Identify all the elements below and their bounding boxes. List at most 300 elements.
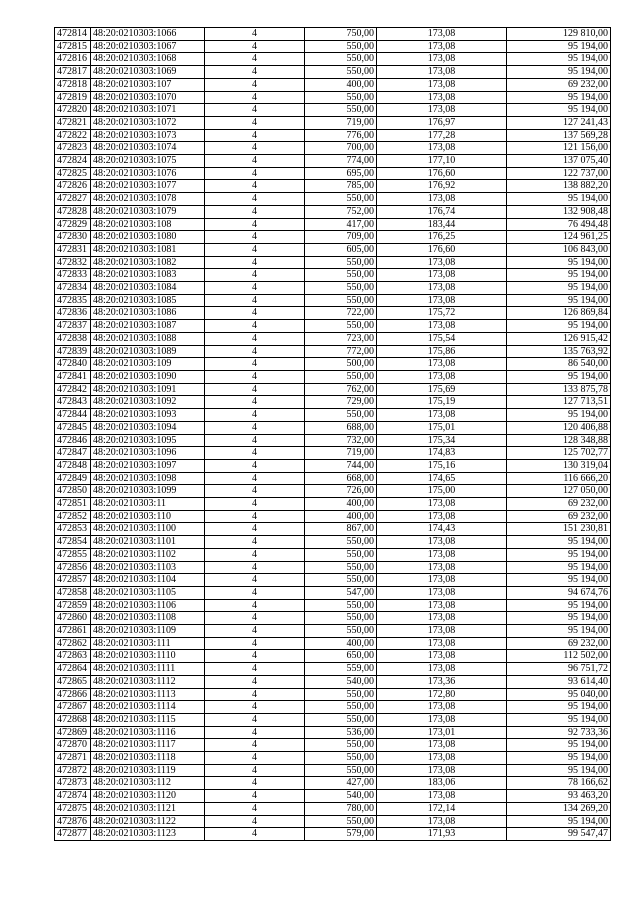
table-row [55, 91, 611, 104]
area-cell: 550,00 [305, 739, 377, 752]
category-cell: 4 [205, 726, 305, 739]
area-cell: 550,00 [305, 701, 377, 714]
table-row [55, 345, 611, 358]
row-number-cell: 472857 [55, 574, 91, 587]
cadastral-number-cell: 48:20:0210303:1094 [91, 421, 205, 434]
table-row [55, 396, 611, 409]
cadastral-number-cell: 48:20:0210303:1113 [91, 688, 205, 701]
cadastral-number-cell: 48:20:0210303:1105 [91, 586, 205, 599]
area-cell: 605,00 [305, 243, 377, 256]
table-row [55, 447, 611, 460]
row-number-cell: 472862 [55, 637, 91, 650]
table-row [55, 523, 611, 536]
row-number-cell: 472860 [55, 612, 91, 625]
table-row [55, 180, 611, 193]
row-number-cell: 472843 [55, 396, 91, 409]
category-cell: 4 [205, 345, 305, 358]
value-cell: 95 194,00 [507, 40, 611, 53]
rate-cell: 175,00 [377, 485, 507, 498]
rate-cell: 173,08 [377, 599, 507, 612]
table-row [55, 282, 611, 295]
area-cell: 400,00 [305, 498, 377, 511]
rate-cell: 175,01 [377, 421, 507, 434]
area-cell: 547,00 [305, 586, 377, 599]
value-cell: 95 194,00 [507, 739, 611, 752]
row-number-cell: 472864 [55, 663, 91, 676]
cadastral-number-cell: 48:20:0210303:1068 [91, 53, 205, 66]
value-cell: 69 232,00 [507, 78, 611, 91]
rate-cell: 173,08 [377, 713, 507, 726]
category-cell: 4 [205, 396, 305, 409]
row-number-cell: 472829 [55, 218, 91, 231]
rate-cell: 173,08 [377, 701, 507, 714]
category-cell: 4 [205, 548, 305, 561]
row-number-cell: 472854 [55, 536, 91, 549]
cadastral-number-cell: 48:20:0210303:1115 [91, 713, 205, 726]
row-number-cell: 472869 [55, 726, 91, 739]
row-number-cell: 472819 [55, 91, 91, 104]
cadastral-number-cell: 48:20:0210303:1119 [91, 764, 205, 777]
row-number-cell: 472833 [55, 269, 91, 282]
area-cell: 772,00 [305, 345, 377, 358]
cadastral-number-cell: 48:20:0210303:1084 [91, 282, 205, 295]
value-cell: 129 810,00 [507, 28, 611, 41]
category-cell: 4 [205, 116, 305, 129]
cadastral-number-cell: 48:20:0210303:1086 [91, 307, 205, 320]
cadastral-number-cell: 48:20:0210303:1095 [91, 434, 205, 447]
rate-cell: 173,08 [377, 764, 507, 777]
table-row [55, 536, 611, 549]
rate-cell: 175,19 [377, 396, 507, 409]
table-row [55, 777, 611, 790]
cadastral-number-cell: 48:20:0210303:109 [91, 358, 205, 371]
table-row [55, 472, 611, 485]
rate-cell: 173,08 [377, 510, 507, 523]
rate-cell: 173,08 [377, 739, 507, 752]
rate-cell: 176,60 [377, 167, 507, 180]
area-cell: 695,00 [305, 167, 377, 180]
rate-cell: 173,08 [377, 663, 507, 676]
rate-cell: 173,08 [377, 269, 507, 282]
row-number-cell: 472836 [55, 307, 91, 320]
area-cell: 762,00 [305, 383, 377, 396]
area-cell: 668,00 [305, 472, 377, 485]
cadastral-number-cell: 48:20:0210303:1110 [91, 650, 205, 663]
row-number-cell: 472866 [55, 688, 91, 701]
rate-cell: 173,01 [377, 726, 507, 739]
cadastral-number-cell: 48:20:0210303:107 [91, 78, 205, 91]
table-row [55, 155, 611, 168]
category-cell: 4 [205, 294, 305, 307]
rate-cell: 175,16 [377, 459, 507, 472]
category-cell: 4 [205, 777, 305, 790]
rate-cell: 173,08 [377, 142, 507, 155]
value-cell: 138 882,20 [507, 180, 611, 193]
row-number-cell: 472848 [55, 459, 91, 472]
row-number-cell: 472871 [55, 752, 91, 765]
table-row [55, 675, 611, 688]
category-cell: 4 [205, 155, 305, 168]
area-cell: 550,00 [305, 548, 377, 561]
table-row [55, 320, 611, 333]
cadastral-number-cell: 48:20:0210303:1099 [91, 485, 205, 498]
rate-cell: 173,08 [377, 536, 507, 549]
area-cell: 719,00 [305, 116, 377, 129]
area-cell: 550,00 [305, 599, 377, 612]
row-number-cell: 472863 [55, 650, 91, 663]
table-row [55, 625, 611, 638]
category-cell: 4 [205, 764, 305, 777]
area-cell: 650,00 [305, 650, 377, 663]
row-number-cell: 472835 [55, 294, 91, 307]
row-number-cell: 472830 [55, 231, 91, 244]
rate-cell: 173,08 [377, 53, 507, 66]
rate-cell: 173,08 [377, 320, 507, 333]
category-cell: 4 [205, 612, 305, 625]
rate-cell: 176,92 [377, 180, 507, 193]
value-cell: 95 194,00 [507, 548, 611, 561]
cadastral-number-cell: 48:20:0210303:1117 [91, 739, 205, 752]
table-row [55, 231, 611, 244]
category-cell: 4 [205, 28, 305, 41]
table-row [55, 218, 611, 231]
cadastral-number-cell: 48:20:0210303:1104 [91, 574, 205, 587]
table-row [55, 650, 611, 663]
rate-cell: 173,08 [377, 409, 507, 422]
cadastral-number-cell: 48:20:0210303:1100 [91, 523, 205, 536]
category-cell: 4 [205, 586, 305, 599]
area-cell: 550,00 [305, 193, 377, 206]
rate-cell: 173,08 [377, 752, 507, 765]
cadastral-number-cell: 48:20:0210303:1106 [91, 599, 205, 612]
area-cell: 722,00 [305, 307, 377, 320]
rate-cell: 175,54 [377, 332, 507, 345]
row-number-cell: 472877 [55, 828, 91, 841]
area-cell: 536,00 [305, 726, 377, 739]
value-cell: 95 194,00 [507, 752, 611, 765]
table-row [55, 802, 611, 815]
value-cell: 93 614,40 [507, 675, 611, 688]
row-number-cell: 472834 [55, 282, 91, 295]
category-cell: 4 [205, 78, 305, 91]
row-number-cell: 472873 [55, 777, 91, 790]
area-cell: 776,00 [305, 129, 377, 142]
table-row [55, 764, 611, 777]
cadastral-number-cell: 48:20:0210303:1108 [91, 612, 205, 625]
row-number-cell: 472852 [55, 510, 91, 523]
category-cell: 4 [205, 218, 305, 231]
row-number-cell: 472859 [55, 599, 91, 612]
table-row [55, 510, 611, 523]
category-cell: 4 [205, 498, 305, 511]
table-row [55, 167, 611, 180]
table-row [55, 637, 611, 650]
category-cell: 4 [205, 269, 305, 282]
rate-cell: 174,83 [377, 447, 507, 460]
cadastral-number-cell: 48:20:0210303:1123 [91, 828, 205, 841]
table-row [55, 752, 611, 765]
value-cell: 124 961,25 [507, 231, 611, 244]
cadastral-number-cell: 48:20:0210303:1092 [91, 396, 205, 409]
rate-cell: 176,25 [377, 231, 507, 244]
area-cell: 550,00 [305, 294, 377, 307]
rate-cell: 173,08 [377, 104, 507, 117]
table-row [55, 370, 611, 383]
row-number-cell: 472855 [55, 548, 91, 561]
table-row [55, 701, 611, 714]
category-cell: 4 [205, 167, 305, 180]
table-row [55, 307, 611, 320]
value-cell: 95 194,00 [507, 561, 611, 574]
category-cell: 4 [205, 523, 305, 536]
cadastral-number-cell: 48:20:0210303:1111 [91, 663, 205, 676]
value-cell: 95 194,00 [507, 599, 611, 612]
rate-cell: 173,08 [377, 625, 507, 638]
cadastral-value-table [54, 27, 611, 841]
table-row [55, 256, 611, 269]
area-cell: 417,00 [305, 218, 377, 231]
category-cell: 4 [205, 802, 305, 815]
rate-cell: 177,28 [377, 129, 507, 142]
area-cell: 550,00 [305, 752, 377, 765]
value-cell: 125 702,77 [507, 447, 611, 460]
value-cell: 95 194,00 [507, 320, 611, 333]
table-row [55, 561, 611, 574]
category-cell: 4 [205, 599, 305, 612]
value-cell: 151 230,81 [507, 523, 611, 536]
rate-cell: 173,08 [377, 282, 507, 295]
cadastral-number-cell: 48:20:0210303:1087 [91, 320, 205, 333]
cadastral-number-cell: 48:20:0210303:1079 [91, 205, 205, 218]
category-cell: 4 [205, 434, 305, 447]
value-cell: 96 751,72 [507, 663, 611, 676]
rate-cell: 171,93 [377, 828, 507, 841]
cadastral-number-cell: 48:20:0210303:1118 [91, 752, 205, 765]
row-number-cell: 472826 [55, 180, 91, 193]
cadastral-number-cell: 48:20:0210303:1093 [91, 409, 205, 422]
area-cell: 729,00 [305, 396, 377, 409]
table-row [55, 459, 611, 472]
value-cell: 95 194,00 [507, 269, 611, 282]
area-cell: 550,00 [305, 688, 377, 701]
area-cell: 785,00 [305, 180, 377, 193]
value-cell: 126 915,42 [507, 332, 611, 345]
category-cell: 4 [205, 409, 305, 422]
table-row [55, 663, 611, 676]
area-cell: 723,00 [305, 332, 377, 345]
cadastral-number-cell: 48:20:0210303:1085 [91, 294, 205, 307]
value-cell: 95 194,00 [507, 409, 611, 422]
row-number-cell: 472839 [55, 345, 91, 358]
category-cell: 4 [205, 370, 305, 383]
value-cell: 69 232,00 [507, 637, 611, 650]
area-cell: 709,00 [305, 231, 377, 244]
cadastral-number-cell: 48:20:0210303:111 [91, 637, 205, 650]
category-cell: 4 [205, 129, 305, 142]
row-number-cell: 472872 [55, 764, 91, 777]
table-row [55, 129, 611, 142]
rate-cell: 173,08 [377, 561, 507, 574]
category-cell: 4 [205, 332, 305, 345]
rate-cell: 173,08 [377, 78, 507, 91]
area-cell: 559,00 [305, 663, 377, 676]
area-cell: 732,00 [305, 434, 377, 447]
category-cell: 4 [205, 574, 305, 587]
value-cell: 95 194,00 [507, 66, 611, 79]
row-number-cell: 472820 [55, 104, 91, 117]
cadastral-number-cell: 48:20:0210303:1101 [91, 536, 205, 549]
value-cell: 95 194,00 [507, 701, 611, 714]
cadastral-number-cell: 48:20:0210303:11 [91, 498, 205, 511]
value-cell: 95 040,00 [507, 688, 611, 701]
area-cell: 752,00 [305, 205, 377, 218]
area-cell: 550,00 [305, 625, 377, 638]
cadastral-number-cell: 48:20:0210303:1089 [91, 345, 205, 358]
rate-cell: 173,08 [377, 612, 507, 625]
category-cell: 4 [205, 472, 305, 485]
category-cell: 4 [205, 536, 305, 549]
row-number-cell: 472821 [55, 116, 91, 129]
rate-cell: 183,44 [377, 218, 507, 231]
cadastral-number-cell: 48:20:0210303:1098 [91, 472, 205, 485]
value-cell: 121 156,00 [507, 142, 611, 155]
cadastral-number-cell: 48:20:0210303:1078 [91, 193, 205, 206]
area-cell: 774,00 [305, 155, 377, 168]
area-cell: 550,00 [305, 91, 377, 104]
category-cell: 4 [205, 307, 305, 320]
table-row [55, 269, 611, 282]
row-number-cell: 472840 [55, 358, 91, 371]
category-cell: 4 [205, 383, 305, 396]
table-row [55, 688, 611, 701]
value-cell: 69 232,00 [507, 498, 611, 511]
value-cell: 95 194,00 [507, 612, 611, 625]
table-row [55, 28, 611, 41]
area-cell: 750,00 [305, 28, 377, 41]
area-cell: 688,00 [305, 421, 377, 434]
rate-cell: 175,72 [377, 307, 507, 320]
row-number-cell: 472824 [55, 155, 91, 168]
category-cell: 4 [205, 739, 305, 752]
value-cell: 95 194,00 [507, 294, 611, 307]
table-row [55, 104, 611, 117]
table-row [55, 205, 611, 218]
row-number-cell: 472816 [55, 53, 91, 66]
value-cell: 99 547,47 [507, 828, 611, 841]
cadastral-number-cell: 48:20:0210303:1109 [91, 625, 205, 638]
area-cell: 500,00 [305, 358, 377, 371]
table-row [55, 243, 611, 256]
table-row [55, 612, 611, 625]
cadastral-number-cell: 48:20:0210303:1081 [91, 243, 205, 256]
area-cell: 550,00 [305, 409, 377, 422]
category-cell: 4 [205, 205, 305, 218]
table-body [55, 28, 611, 841]
rate-cell: 176,74 [377, 205, 507, 218]
area-cell: 540,00 [305, 790, 377, 803]
category-cell: 4 [205, 66, 305, 79]
category-cell: 4 [205, 790, 305, 803]
area-cell: 550,00 [305, 764, 377, 777]
value-cell: 116 666,20 [507, 472, 611, 485]
row-number-cell: 472875 [55, 802, 91, 815]
category-cell: 4 [205, 675, 305, 688]
table-row [55, 421, 611, 434]
row-number-cell: 472815 [55, 40, 91, 53]
value-cell: 133 875,78 [507, 383, 611, 396]
rate-cell: 173,08 [377, 66, 507, 79]
value-cell: 134 269,20 [507, 802, 611, 815]
cadastral-number-cell: 48:20:0210303:1077 [91, 180, 205, 193]
category-cell: 4 [205, 53, 305, 66]
row-number-cell: 472814 [55, 28, 91, 41]
cadastral-number-cell: 48:20:0210303:110 [91, 510, 205, 523]
area-cell: 427,00 [305, 777, 377, 790]
row-number-cell: 472845 [55, 421, 91, 434]
table-row [55, 332, 611, 345]
rate-cell: 173,08 [377, 294, 507, 307]
row-number-cell: 472867 [55, 701, 91, 714]
rate-cell: 173,08 [377, 498, 507, 511]
area-cell: 744,00 [305, 459, 377, 472]
value-cell: 95 194,00 [507, 713, 611, 726]
value-cell: 132 908,48 [507, 205, 611, 218]
table-row [55, 790, 611, 803]
value-cell: 95 194,00 [507, 764, 611, 777]
cadastral-number-cell: 48:20:0210303:1074 [91, 142, 205, 155]
row-number-cell: 472847 [55, 447, 91, 460]
category-cell: 4 [205, 752, 305, 765]
area-cell: 540,00 [305, 675, 377, 688]
row-number-cell: 472822 [55, 129, 91, 142]
rate-cell: 173,08 [377, 574, 507, 587]
area-cell: 550,00 [305, 815, 377, 828]
value-cell: 86 540,00 [507, 358, 611, 371]
table-row [55, 726, 611, 739]
row-number-cell: 472858 [55, 586, 91, 599]
table-row [55, 294, 611, 307]
row-number-cell: 472837 [55, 320, 91, 333]
area-cell: 400,00 [305, 637, 377, 650]
row-number-cell: 472817 [55, 66, 91, 79]
rate-cell: 176,60 [377, 243, 507, 256]
area-cell: 550,00 [305, 561, 377, 574]
value-cell: 78 166,62 [507, 777, 611, 790]
cadastral-number-cell: 48:20:0210303:1072 [91, 116, 205, 129]
row-number-cell: 472868 [55, 713, 91, 726]
cadastral-number-cell: 48:20:0210303:1070 [91, 91, 205, 104]
cadastral-number-cell: 48:20:0210303:1080 [91, 231, 205, 244]
cadastral-number-cell: 48:20:0210303:1090 [91, 370, 205, 383]
value-cell: 112 502,00 [507, 650, 611, 663]
cadastral-number-cell: 48:20:0210303:112 [91, 777, 205, 790]
value-cell: 69 232,00 [507, 510, 611, 523]
row-number-cell: 472870 [55, 739, 91, 752]
area-cell: 550,00 [305, 66, 377, 79]
value-cell: 135 763,92 [507, 345, 611, 358]
table-row [55, 739, 611, 752]
rate-cell: 173,08 [377, 256, 507, 269]
category-cell: 4 [205, 828, 305, 841]
cadastral-number-cell: 48:20:0210303:1121 [91, 802, 205, 815]
category-cell: 4 [205, 713, 305, 726]
row-number-cell: 472838 [55, 332, 91, 345]
value-cell: 95 194,00 [507, 815, 611, 828]
value-cell: 76 494,48 [507, 218, 611, 231]
row-number-cell: 472849 [55, 472, 91, 485]
rate-cell: 173,08 [377, 358, 507, 371]
category-cell: 4 [205, 701, 305, 714]
